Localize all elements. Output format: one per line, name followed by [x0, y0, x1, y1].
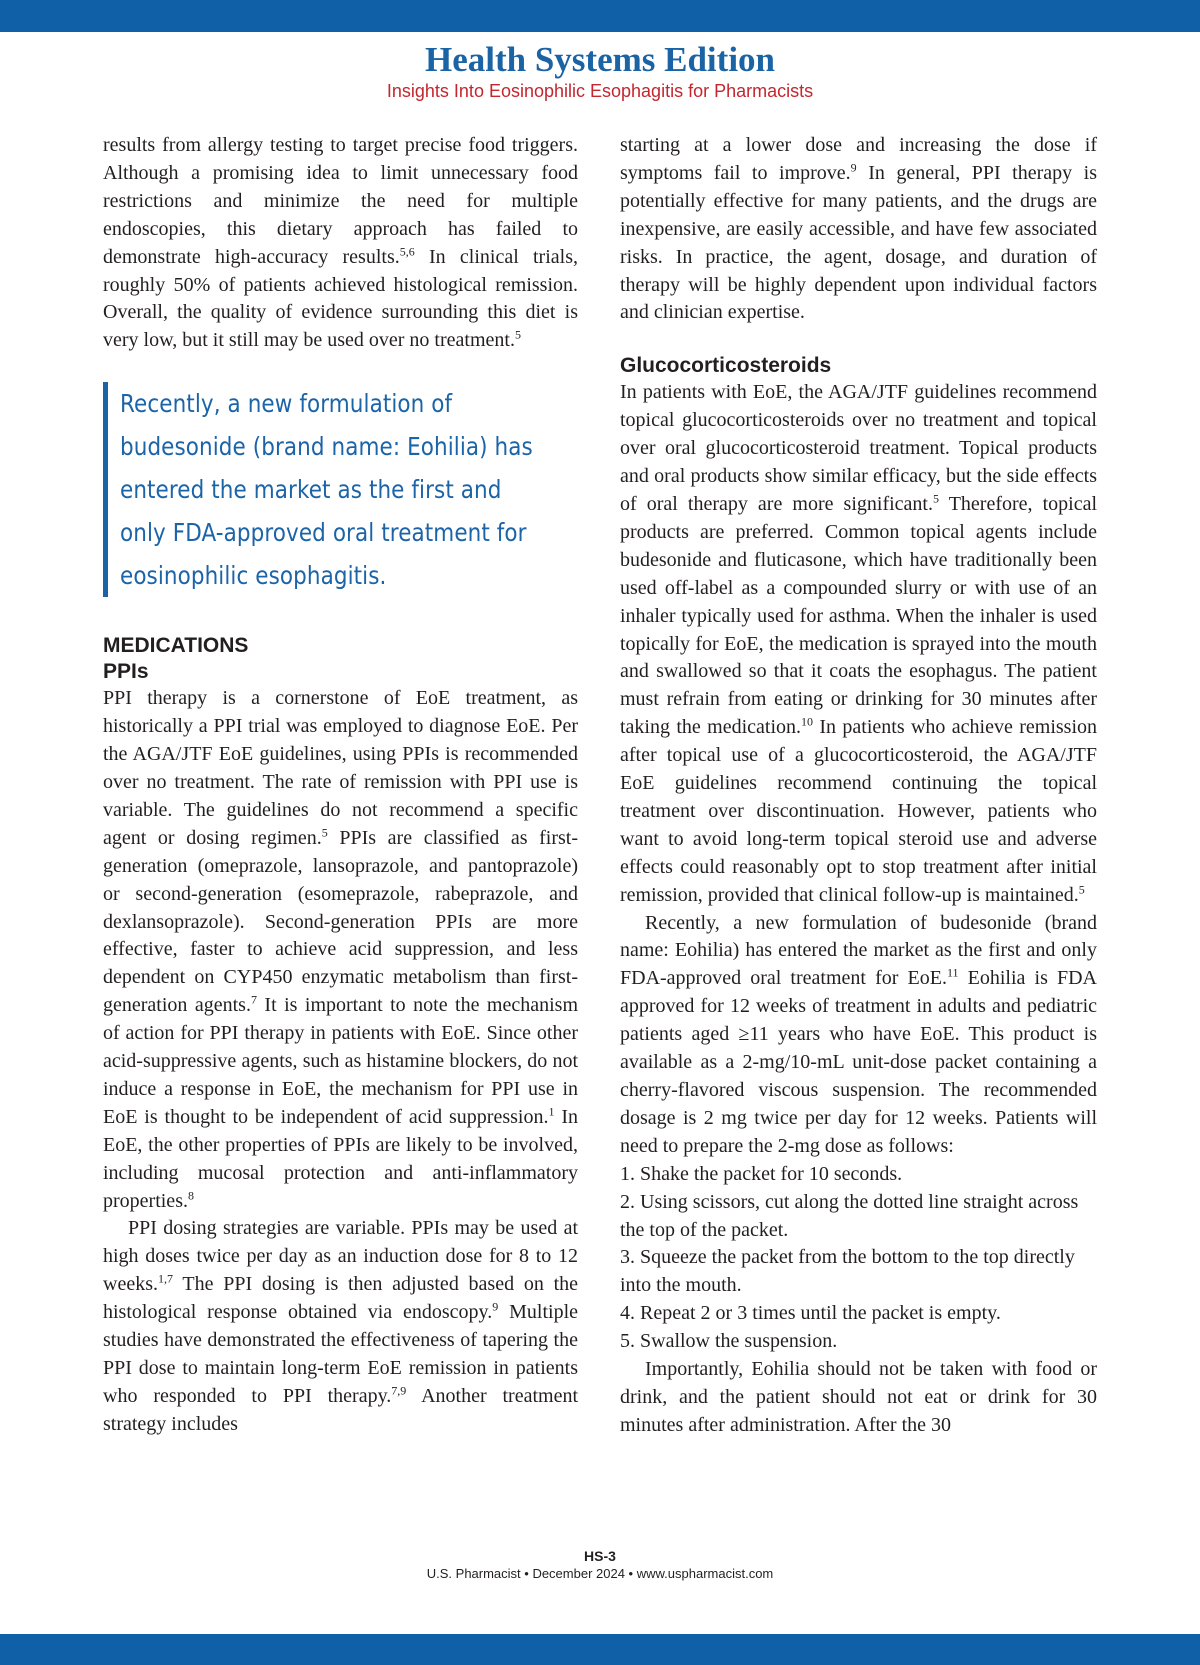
citation: 7,9 — [391, 1383, 407, 1398]
paragraph: In patients with EoE, the AGA/JTF guidelines recommend topical glucocorticosteroids over no treatment and topical over oral glucocorticosteroid treatment. Topical products and oral products show similar efficacy, but the side effects of oral therapy are more significant.$^5$ Therefore, topical products are preferred. Common topical agents include budesonide and fluticasone, which have traditionally been used off-label as a compounded slurry or with use of an inhaler typically used for asthma. When the inhaler is used topically for EoE, the medication is sprayed into the mouth and swallowed so that it coats the esophagus. The patient must refrain from eating or drinking for 30 minutes after taking the medication.$^{10}$ In patients who achieve remission after topical use of a glucocorticosteroid, the AGA/JTF EoE guidelines recommend continuing the topical treatment over discontinuation. However, patients who want to avoid long-term topical steroid use and adverse effects could reasonably opt to stop treatment after initial remission, provided that clinical follow-up is maintained.$^5$ — [620, 381, 1098, 906]
citation: 1 — [548, 1104, 555, 1119]
list-item: 2. Using scissors, cut along the dotted line straight across the top of the packet. — [620, 1190, 1079, 1241]
subheading-glucocorticosteroids: Glucocorticosteroids — [620, 354, 832, 378]
list-item: 5. Swallow the suspension. — [620, 1330, 838, 1353]
edition-title: Health Systems Edition — [424, 40, 776, 79]
citation: 5 — [1078, 882, 1085, 896]
publication-info: U.S. Pharmacist • December 2024 • www.uspharmacist.com — [426, 1566, 774, 1581]
paragraph: PPI dosing strategies are variable. PPIs may be used at high doses twice per day as an induction dose for 8 to 12 weeks.$^{1,7}$ The PPI dosing is then adjusted based on the histological response obtained via endoscopy.$^9$ Multiple studies have demonstrated the effectiveness of tapering the PPI dose to maintain long-term EoE remission in patients who responded to PPI therapy.$^{7,9}$ Another treatment strategy includes — [103, 1217, 579, 1435]
citation: 10 — [801, 714, 814, 729]
left-column — [103, 132, 578, 1439]
list-item: 4. Repeat 2 or 3 times until the packet is empty. — [620, 1302, 1001, 1325]
pull-quote — [103, 382, 578, 597]
citation: 11 — [946, 965, 959, 980]
paragraph: results from allergy testing to target precise food triggers. Although a promising idea to limit unnecessary food restrictions and minimize the need for multiple endoscopies, this dietary approach has failed to demonstrate high-accuracy results.$^{5,6}$ In clinical trials, roughly 50% of patients achieved histological remission. Overall, the quality of evidence surrounding this diet is very low, but it still may be used over no treatment.$^5$ — [103, 134, 578, 352]
paragraph: Recently, a new formulation of budesonide (brand name: Eohilia) has entered the market as the first and only FDA-approved oral treatment for EoE.$^{11}$ Eohilia is FDA approved for 12 weeks of treatment in adults and pediatric patients aged ≥11 years who have EoE. This product is available as a 2-mg/10-mL unit-dose packet containing a cherry-flavored viscous suspension. The recommended dosage is 2 mg twice per day for 12 weeks. Patients will need to prepare the 2-mg dose as follows: — [620, 911, 1097, 1157]
citation: 8 — [187, 1187, 194, 1202]
citation: 5,6 — [399, 243, 415, 258]
citation: 9 — [492, 1299, 499, 1314]
right-column — [620, 132, 1097, 1440]
citation: 5 — [514, 327, 521, 342]
bottom-color-bar — [0, 1634, 1200, 1665]
citation: 5 — [321, 825, 328, 840]
citation: 9 — [850, 160, 857, 175]
paragraph: PPI therapy is a cornerstone of EoE treatment, as historically a PPI trial was employed to diagnose EoE. Per the AGA/JTF EoE guidelines, using PPIs is recommended over no treatment. The rate of remission with PPI use is variable. The guidelines do not recommend a specific agent or dosing regimen.$^5$ PPIs are classified as first-generation (omeprazole, lansoprazole, and pantoprazole) or second-generation (esomeprazole, rabeprazole, and dexlansoprazole). Second-generation PPIs are more effective, faster to achieve acid suppression, and less dependent on CYP450 enzymatic metabolism than first-generation agents.$^7$ It is important to note the mechanism of action for PPI therapy in patients with EoE. Since other acid-suppressive agents, such as histamine blockers, do not induce a response in EoE, the mechanism for PPI use in EoE is thought to be independent of acid suppression.$^1$ In EoE, the other properties of PPIs are likely to be involved, including mucosal protection and anti-inflammatory properties.$^8$ — [103, 687, 579, 1212]
citation: 1,7 — [157, 1271, 173, 1286]
article-subtitle: Insights Into Eosinophilic Esophagitis for Pharmacists — [386, 81, 814, 101]
citation: 7 — [250, 992, 257, 1007]
list-item: 1. Shake the packet for 10 seconds. — [620, 1162, 903, 1185]
section-heading-medications: MEDICATIONS — [103, 634, 249, 658]
paragraph: Importantly, Eohilia should not be taken with food or drink, and the patient should not eat or drink for 30 minutes after administration. After the 30 — [620, 1358, 1097, 1436]
top-color-bar — [0, 0, 1200, 32]
paragraph: starting at a lower dose and increasing the dose if symptoms fail to improve.$^9$ In general, PPI therapy is potentially effective for many patients, and the drugs are inexpensive, are easily accessible, and have few associated risks. In practice, the agent, dosage, and duration of therapy will be highly dependent upon individual factors and clinician expertise. — [620, 134, 1098, 324]
list-item: 3. Squeeze the packet from the bottom to the top directly into the mouth. — [620, 1246, 1075, 1297]
pull-quote-text: Recently, a new formulation of budesonide (brand name: Eohilia) has entered the market as the first and only FDA-approved oral treatment for eosinophilic esophagitis. — [120, 389, 533, 591]
masthead — [0, 40, 1200, 102]
page-footer — [0, 1547, 1200, 1582]
subheading-ppis: PPIs — [103, 660, 149, 684]
page-number: HS-3 — [584, 1548, 616, 1564]
citation: 5 — [932, 491, 939, 506]
